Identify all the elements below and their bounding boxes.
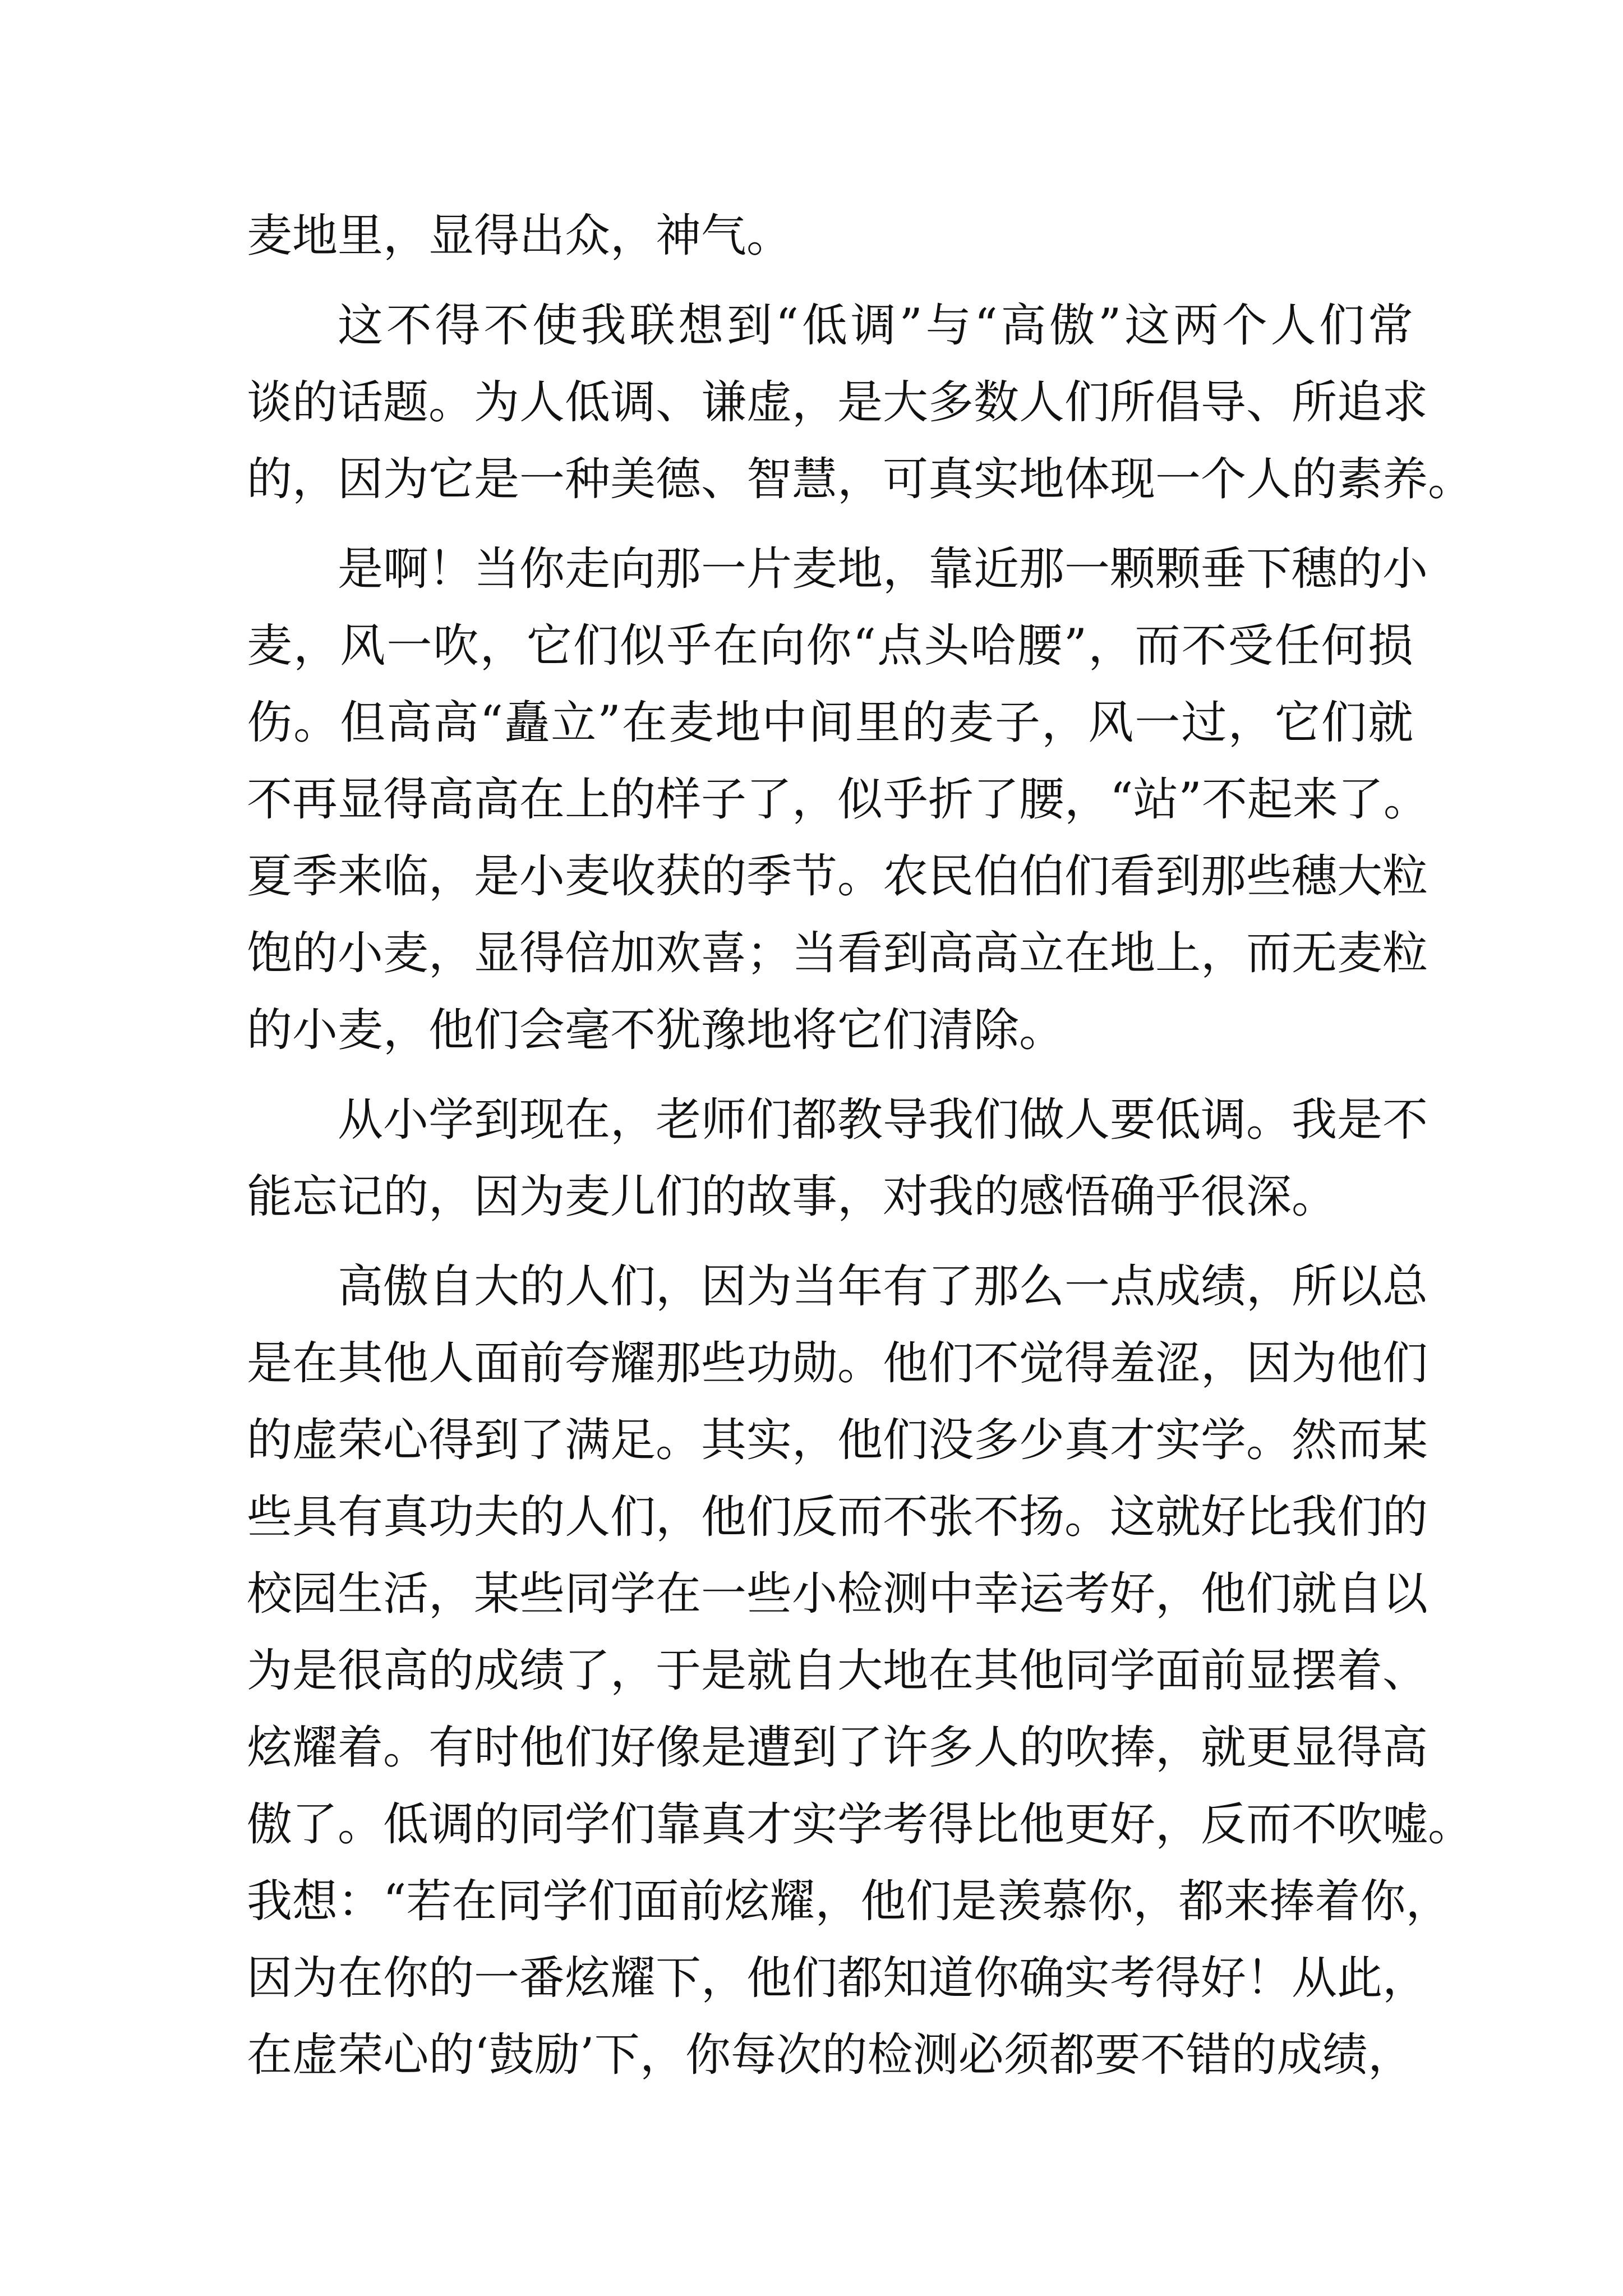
document-body — [247, 198, 1474, 2094]
paragraph-line: 饱的小麦，显得倍加欢喜；当看到高高立在地上，而无麦粒 — [247, 927, 1428, 980]
paragraph-line: 不再显得高高在上的样子了，似乎折了腰，“站”不起来了。 — [247, 774, 1429, 826]
paragraph-line: 的虚荣心得到了满足。其实，他们没多少真才实学。然而某 — [247, 1414, 1428, 1467]
paragraph-line: 的小麦，他们会毫不犹豫地将它们清除。 — [247, 1004, 1065, 1057]
paragraph-line: 谈的话题。为人低调、谦虚，是大多数人们所倡导、所追求 — [247, 376, 1428, 429]
paragraph-line: 麦地里，显得出众，神气。 — [247, 210, 792, 263]
paragraph-line: 为是很高的成绩了，于是就自大地在其他同学面前显摆着、 — [247, 1645, 1428, 1697]
paragraph-line: 麦，风一吹，它们似乎在向你“点头哈腰”，而不受任何损 — [247, 620, 1413, 673]
paragraph-line: 能忘记的，因为麦儿们的故事，对我的感悟确乎很深。 — [247, 1171, 1338, 1223]
paragraph-line: 这不得不使我联想到“低调”与“高傲”这两个人们常 — [338, 300, 1413, 352]
paragraph-line: 炫耀着。有时他们好像是遭到了许多人的吹捧，就更显得高 — [247, 1722, 1428, 1774]
paragraph-line: 些具有真功夫的人们，他们反而不张不扬。这就好比我们的 — [247, 1491, 1428, 1544]
paragraph-line: 伤。但高高“矗立”在麦地中间里的麦子，风一过，它们就 — [247, 697, 1413, 749]
paragraph-line: 傲了。低调的同学们靠真才实学考得比他更好，反而不吹嘘。 — [247, 1798, 1474, 1851]
paragraph-line: 是啊！当你走向那一片麦地，靠近那一颗颗垂下穗的小 — [338, 543, 1428, 596]
paragraph-line: 高傲自大的人们，因为当年有了那么一点成绩，所以总 — [338, 1260, 1428, 1313]
paragraph-line: 的，因为它是一种美德、智慧，可真实地体现一个人的素养。 — [247, 453, 1474, 506]
paragraph-line: 夏季来临，是小麦收获的季节。农民伯伯们看到那些穗大粒 — [247, 850, 1428, 903]
paragraph-line: 因为在你的一番炫耀下，他们都知道你确实考得好！从此， — [247, 1952, 1428, 2005]
paragraph-line: 在虚荣心的‘鼓励’下，你每次的检测必须都要不错的成绩， — [247, 2029, 1413, 2082]
paragraph-line: 是在其他人面前夸耀那些功勋。他们不觉得羞涩，因为他们 — [247, 1337, 1428, 1390]
paragraph-line: 我想：“若在同学们面前炫耀，他们是羡慕你，都来捧着你， — [247, 1875, 1451, 1928]
paragraph-line: 校园生活，某些同学在一些小检测中幸运考好，他们就自以 — [247, 1568, 1428, 1621]
paragraph-line: 从小学到现在，老师们都教导我们做人要低调。我是不 — [338, 1094, 1428, 1147]
